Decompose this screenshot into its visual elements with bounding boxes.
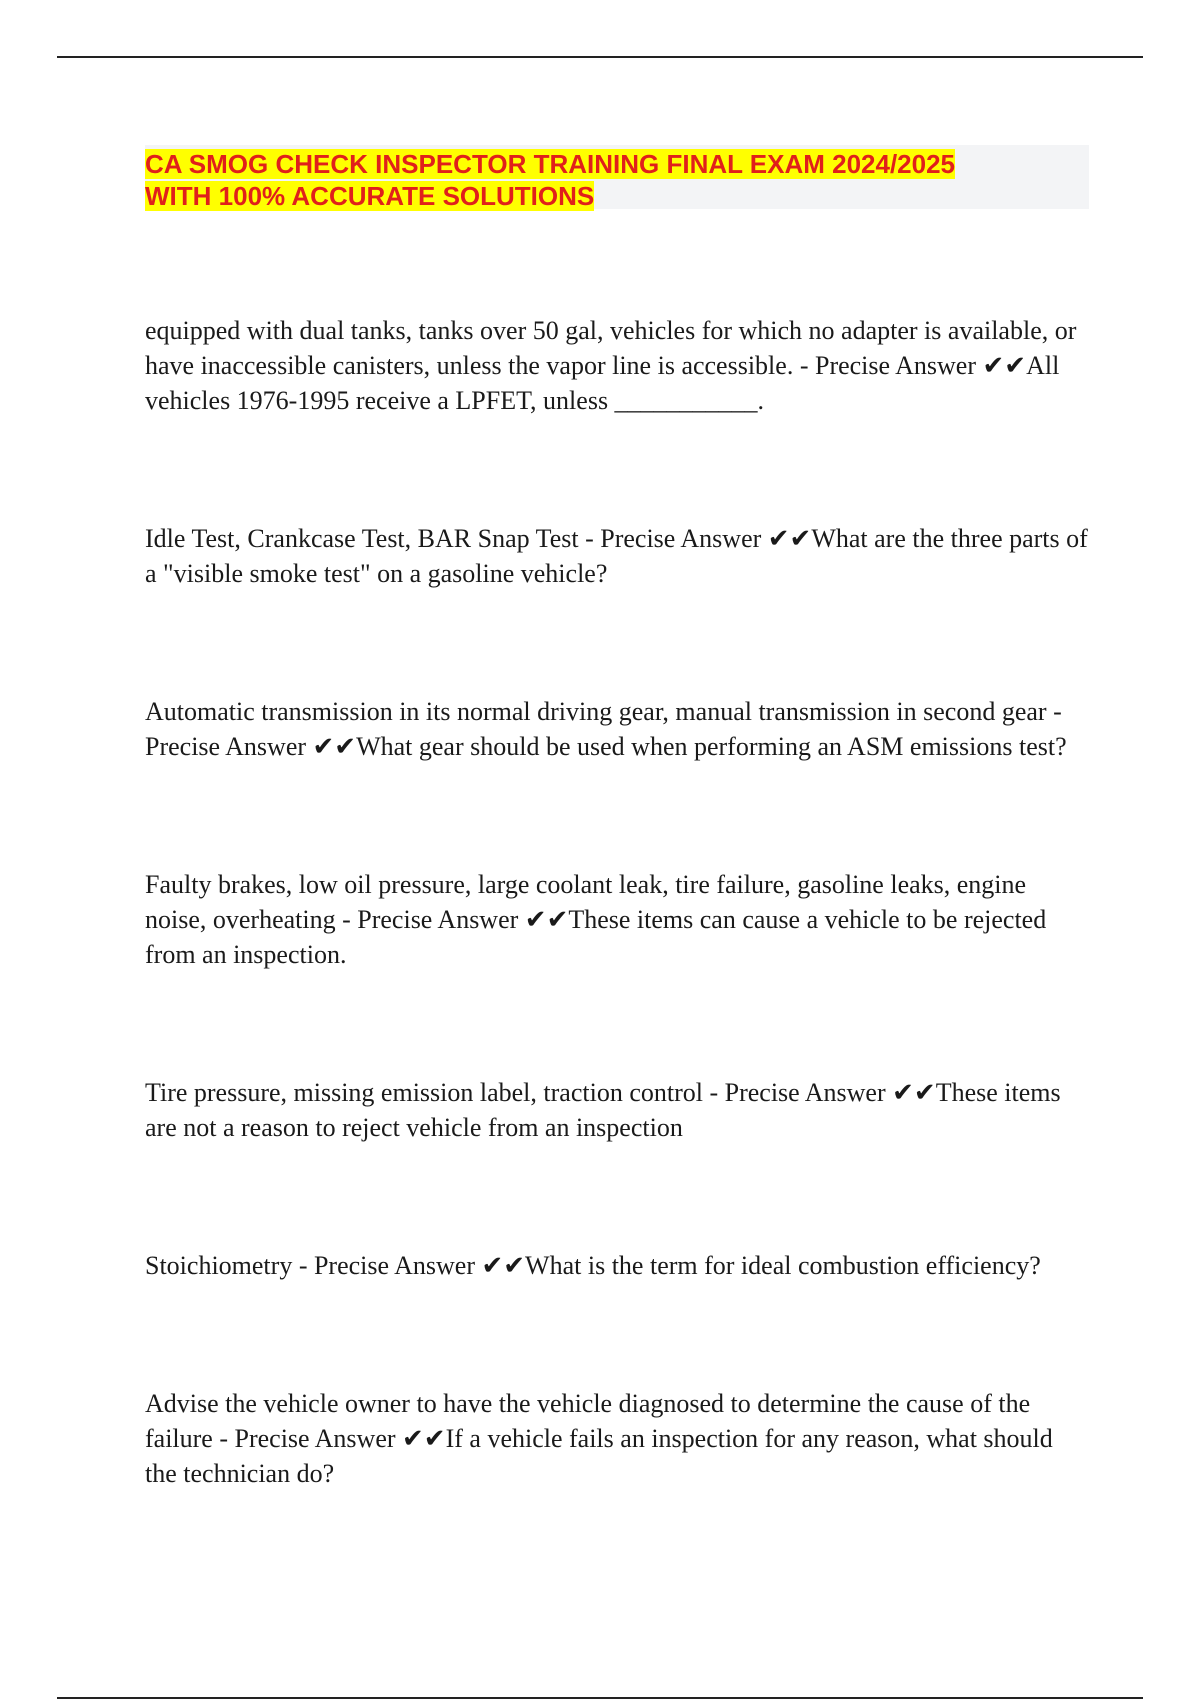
qa-entry: Tire pressure, missing emission label, traction control - Precise Answer ✔✔These items are not a reason to reject vehicle from an inspection <box>145 1078 1061 1142</box>
qa-entry: Automatic transmission in its normal driving gear, manual transmission in second gear - Precise Answer ✔✔What gear should be used when performing an ASM emissions test? <box>145 697 1067 761</box>
qa-entry: Advise the vehicle owner to have the vehicle diagnosed to determine the cause of the failure - Precise Answer ✔✔If a vehicle fails an inspection for any reason, what should the technician do? <box>145 1389 1053 1488</box>
header-rule <box>57 56 1143 58</box>
footer-rule <box>57 1697 1143 1699</box>
qa-entry: Idle Test, Crankcase Test, BAR Snap Test - Precise Answer ✔✔What are the three parts of a "visible smoke test" on a gasoline vehicle? <box>145 524 1088 588</box>
qa-entry: equipped with dual tanks, tanks over 50 gal, vehicles for which no adapter is available, or have inaccessible canisters, unless the vapor line is accessible. - Precise Answer ✔✔All vehicles 1976-1995 receive a LPFET, unless ___________. <box>145 316 1077 415</box>
qa-list <box>145 313 1090 1491</box>
qa-entry: Faulty brakes, low oil pressure, large coolant leak, tire failure, gasoline leaks, engine noise, overheating - Precise Answer ✔✔These items can cause a vehicle to be rejected from an inspection. <box>145 870 1047 969</box>
qa-entry: Stoichiometry - Precise Answer ✔✔What is the term for ideal combustion efficiency? <box>145 1251 1041 1280</box>
document-title <box>145 145 1089 212</box>
document-title-line-2: WITH 100% ACCURATE SOLUTIONS <box>145 181 595 211</box>
document-title-line-1: CA SMOG CHECK INSPECTOR TRAINING FINAL EXAM 2024/2025 <box>145 149 956 179</box>
document-title-block <box>145 145 1089 209</box>
